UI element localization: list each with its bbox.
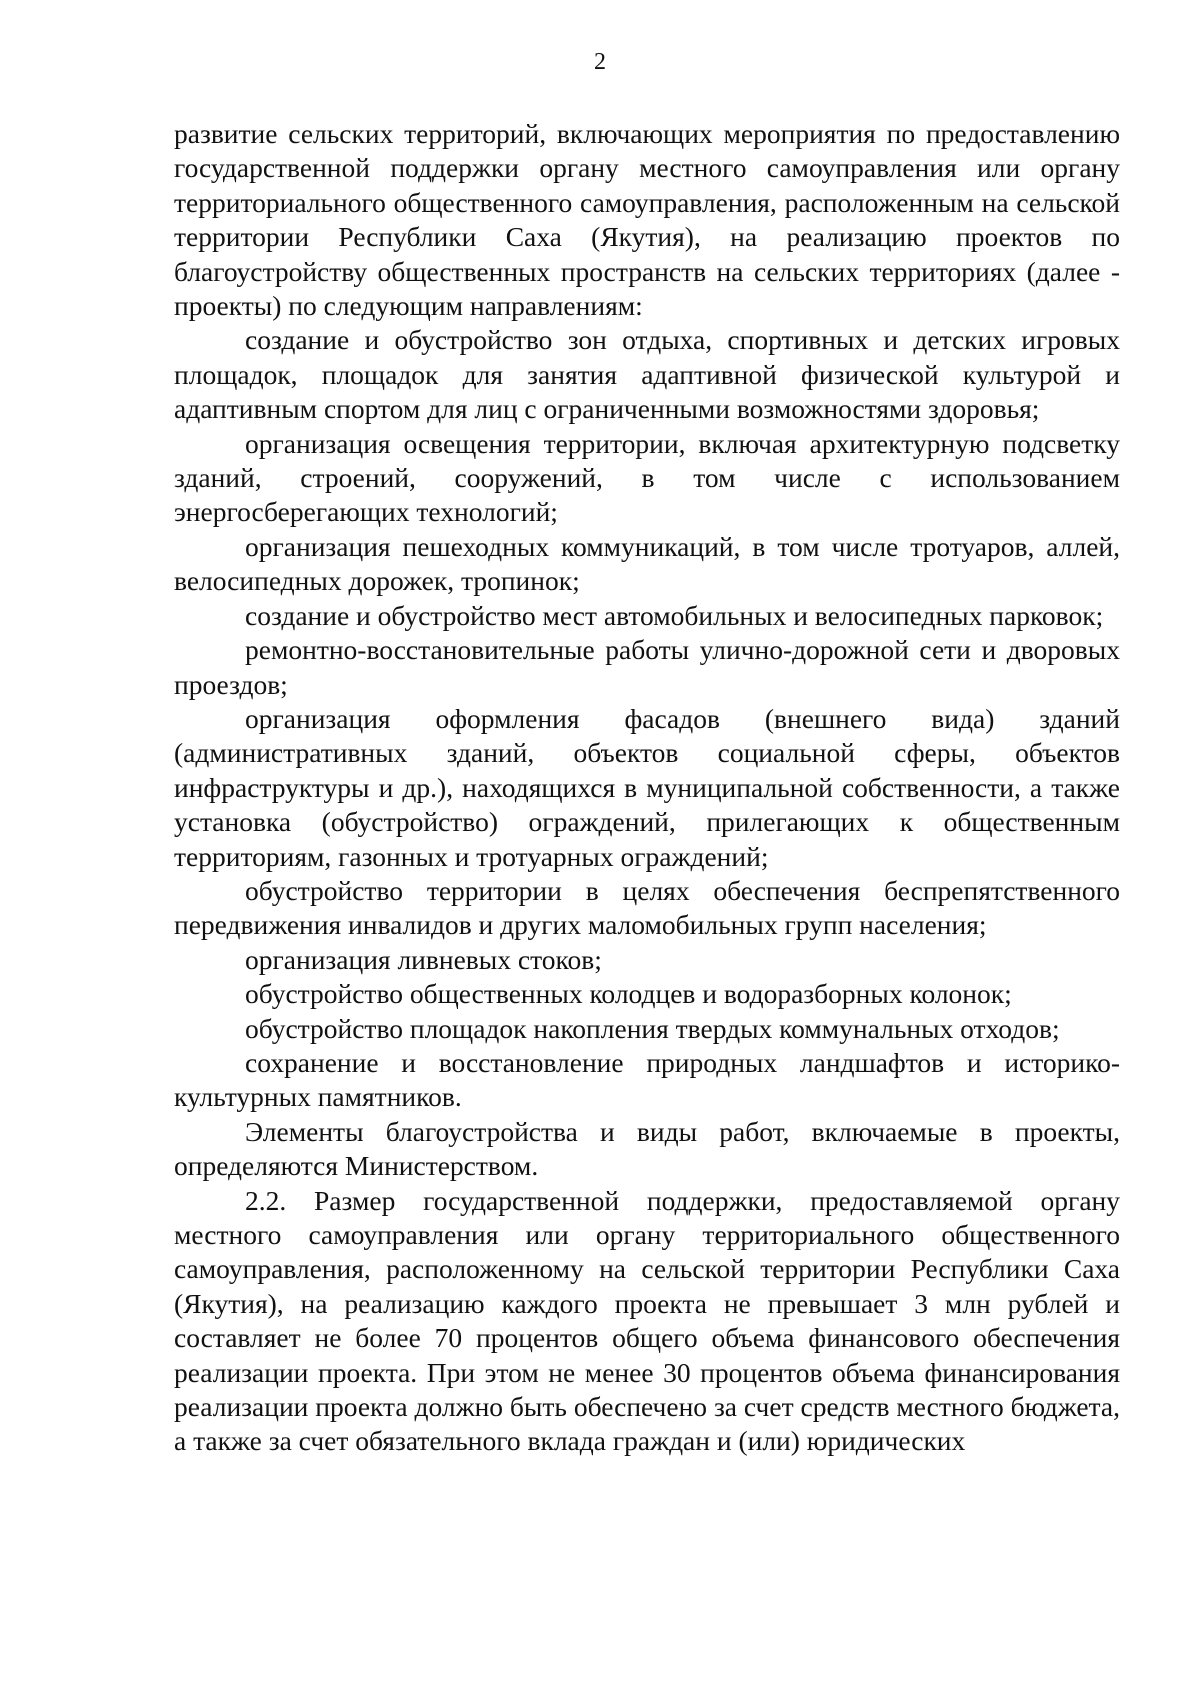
paragraph-accessibility: обустройство территории в целях обеспечения беспрепятственного передвижения инвалидов и других маломобильных групп населения; [174,874,1120,941]
paragraph-parking: создание и обустройство мест автомобильных и велосипедных парковок; [245,599,1104,631]
paragraph-drainage: организация ливневых стоков; [245,943,602,975]
paragraph-waste-sites: обустройство площадок накопления твердых коммунальных отходов; [245,1012,1060,1044]
paragraph-facades: организация оформления фасадов (внешнего вида) зданий (административных зданий, объектов социальной сферы, объектов инфраструктуры и др.), находящихся в муниципальной собственности, а также установка (обустройство) ограждений, прилегающих к общественным территориям, газонных и тротуарных ограждений; [174,702,1120,872]
paragraph-intro: развитие сельских территорий, включающих мероприятия по предоставлению государственной поддержки органу местного самоуправления или органу территориального общественного самоуправления, расположенным на сельской территории Республики Саха (Якутия), на реализацию проектов по благоустройству общественных пространств на сельских территориях (далее - проекты) по следующим направлениям: [174,118,1120,322]
paragraph-road-repair: ремонтно-восстановительные работы улично-дорожной сети и дворовых проездов; [174,634,1120,700]
paragraph-section-2-2: 2.2. Размер государственной поддержки, предоставляемой органу местного самоуправления или органу территориального общественного самоуправления, расположенному на сельской территории Республики Саха (Якутия), на реализацию каждого проекта не превышает 3 млн рублей и составляет не более 70 процентов общего объема финансового обеспечения реализации проекта. При этом не менее 30 процентов объема финансирования реализации проекта должно быть обеспечено за счет средств местного бюджета, а также за счет обязательного вклада граждан и (или) юридических [174,1184,1120,1457]
paragraph-elements: Элементы благоустройства и виды работ, включаемые в проекты, определяются Министерством. [174,1115,1120,1182]
paragraph-recreation-zones: создание и обустройство зон отдыха, спортивных и детских игровых площадок, площадок для занятия адаптивной физической культурой и адаптивным спортом для лиц с ограниченными возможностями здоровья; [174,324,1120,425]
paragraph-landscapes: сохранение и восстановление природных ландшафтов и историко-культурных памятников. [174,1046,1120,1113]
page-number: 2 [594,49,606,75]
paragraph-pedestrian: организация пешеходных коммуникаций, в том числе тротуаров, аллей, велосипедных дорожек, тропинок; [174,530,1120,597]
paragraph-lighting: организация освещения территории, включая архитектурную подсветку зданий, строений, сооружений, в том числе с использованием энергосберегающих технологий; [174,427,1120,528]
document-body [174,117,1120,1459]
paragraph-wells: обустройство общественных колодцев и водоразборных колонок; [245,978,1012,1010]
